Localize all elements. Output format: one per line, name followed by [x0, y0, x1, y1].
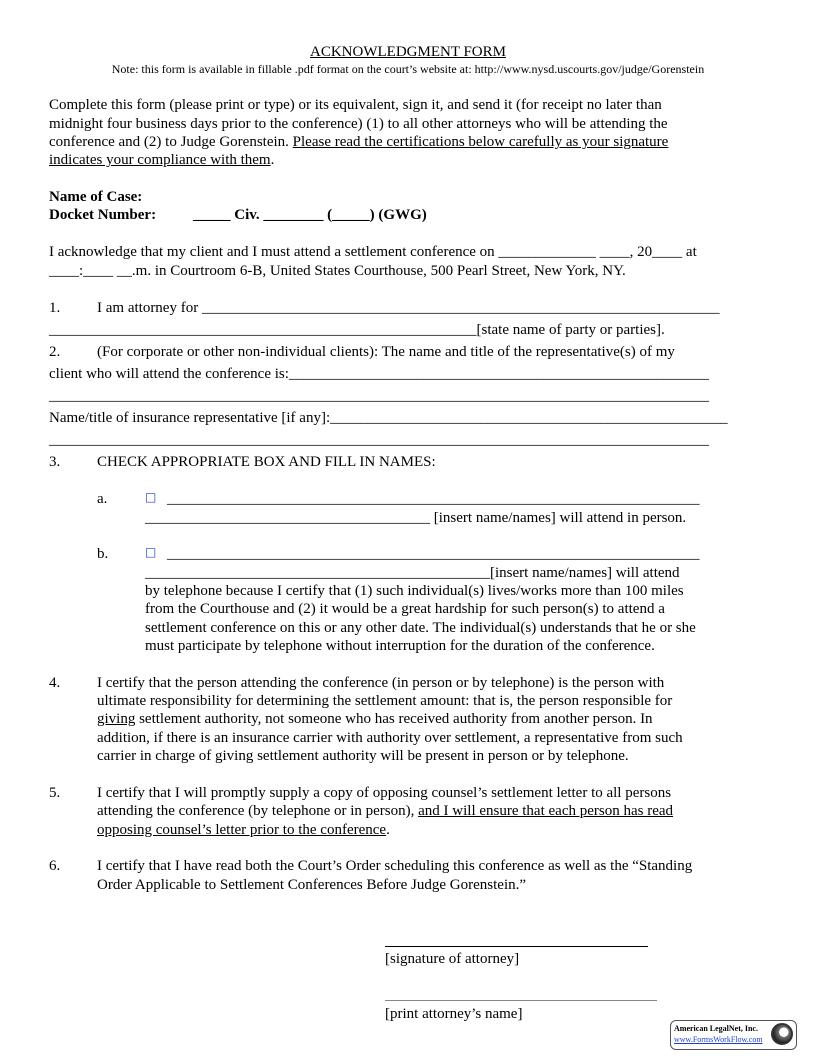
item-4-text-5: carrier in charge of giving settlement authority will be present in person or by telephone. [97, 748, 629, 764]
option-a-label: a. [97, 491, 108, 507]
item-5-emphasis: and I will ensure that each person has read [418, 803, 674, 819]
telephone-names-field-cont[interactable]: ______________________________________________[insert name/names] will attend [145, 565, 680, 581]
docket-number-label: Docket Number: [49, 207, 157, 223]
item-2-text: (For corporate or other non-individual clients): The name and title of the representative(s) of my [97, 344, 675, 360]
attorney-for-field[interactable]: I am attorney for _____________________________________________________________________ [97, 300, 720, 316]
item-5-text-3-end: . [386, 822, 390, 838]
form-note: Note: this form is available in fillable .pdf format on the court’s website at: http://www.nysd.uscourts.gov/judge/Gorenstein [111, 62, 705, 76]
item-5-number: 5. [49, 785, 61, 801]
item-2-number: 2. [49, 344, 61, 360]
checkbox-icon[interactable]: □ [145, 545, 157, 559]
checkbox-icon[interactable]: □ [145, 490, 157, 504]
item-4-text-3-rest: settlement authority, not someone who has received authority from another person. In [135, 711, 653, 727]
telephone-names-field[interactable]: _______________________________________________________________________ [167, 546, 700, 562]
item-5-emphasis-cont: opposing counsel’s letter prior to the conference [97, 822, 387, 838]
intro-line-3-plain: conference and (2) to Judge Gorenstein. [49, 134, 293, 150]
item-3-number: 3. [49, 454, 61, 470]
intro-line-2: midnight four business days prior to the conference) (1) to all other attorneys who will be attending the [49, 116, 668, 132]
case-name-label: Name of Case: [49, 189, 143, 205]
insurance-representative-field-cont[interactable]: ________________________________________________________________________________________ [49, 432, 709, 448]
item-5-text-3 [97, 821, 390, 839]
giving-emphasis: giving [97, 711, 136, 727]
badge-url[interactable]: www.FormsWorkFlow.com [674, 1035, 763, 1044]
client-representative-field[interactable]: client who will attend the conference is:________________________________________________________ [49, 366, 709, 382]
item-5-text-2 [97, 802, 673, 820]
in-person-names-field[interactable]: _______________________________________________________________________ [167, 491, 700, 507]
print-name-label: [print attorney’s name] [385, 1006, 523, 1022]
item-5-text-1: I certify that I will promptly supply a copy of opposing counsel’s settlement letter to all persons [97, 785, 672, 801]
print-name-line[interactable] [385, 1000, 657, 1001]
item-3-heading: CHECK APPROPRIATE BOX AND FILL IN NAMES: [97, 454, 436, 470]
intro-warning-cont: indicates your compliance with them [49, 152, 271, 168]
item-4-text-3 [97, 710, 653, 728]
item-4-text-1: I certify that the person attending the conference (in person or by telephone) is the person with [97, 675, 665, 691]
docket-number-field[interactable]: _____ Civ. ________ (_____) (GWG) [193, 207, 427, 223]
intro-line-1: Complete this form (please print or type) or its equivalent, sign it, and send it (for receipt no later than [49, 97, 662, 113]
item-6-number: 6. [49, 858, 61, 874]
signature-line[interactable] [385, 946, 648, 947]
intro-warning: Please read the certifications below carefully as your signature [292, 134, 669, 150]
item-4-text-2: ultimate responsibility for determining the settlement amount: that is, the person responsible for [97, 693, 673, 709]
acknowledge-line-2: ____:____ __.m. in Courtroom 6-B, United States Courthouse, 500 Pearl Street, New York, NY. [49, 263, 626, 279]
item-4-text-4: addition, if there is an insurance carrier with authority over settlement, a representative from such [97, 730, 683, 746]
form-title: ACKNOWLEDGMENT FORM [310, 44, 506, 60]
acknowledge-line-1: I acknowledge that my client and I must attend a settlement conference on _____________ ____, 20____ at [49, 244, 697, 260]
client-representative-field-cont[interactable]: ________________________________________________________________________________________ [49, 388, 709, 404]
item-5-text-2-plain: attending the conference (by telephone or in person), [97, 803, 419, 819]
intro-line-4 [49, 151, 274, 169]
in-person-names-field-cont[interactable]: ______________________________________ [insert name/names] will attend in person. [145, 510, 687, 526]
intro-line-3 [49, 133, 668, 151]
item-6-text-1: I certify that I have read both the Court’s Order scheduling this conference as well as the “Standing [97, 858, 693, 874]
forms-workflow-badge[interactable] [670, 1020, 797, 1050]
signature-label: [signature of attorney] [385, 951, 520, 967]
globe-logo-icon [771, 1023, 793, 1045]
item-4-number: 4. [49, 675, 61, 691]
option-b-text-4: must participate by telephone without interruption for the duration of the conference. [145, 638, 655, 654]
item-6-text-2: Order Applicable to Settlement Conferences Before Judge Gorenstein.” [97, 877, 527, 893]
insurance-representative-field[interactable]: Name/title of insurance representative [if any]:_____________________________________________________ [49, 410, 728, 426]
option-b-label: b. [97, 546, 109, 562]
party-name-field[interactable]: _________________________________________________________[state name of party or parties]. [49, 322, 665, 338]
option-b-text-3: settlement conference on this or any other date. The individual(s) understands that he or she [145, 620, 696, 636]
item-1-number: 1. [49, 300, 61, 316]
option-b-text-1: by telephone because I certify that (1) such individual(s) lives/works more than 100 miles [145, 583, 684, 599]
badge-company: American LegalNet, Inc. [674, 1024, 758, 1033]
intro-line-4-end: . [270, 152, 275, 168]
option-b-text-2: from the Courthouse and (2) it would be a great hardship for such person(s) to attend a [145, 601, 665, 617]
